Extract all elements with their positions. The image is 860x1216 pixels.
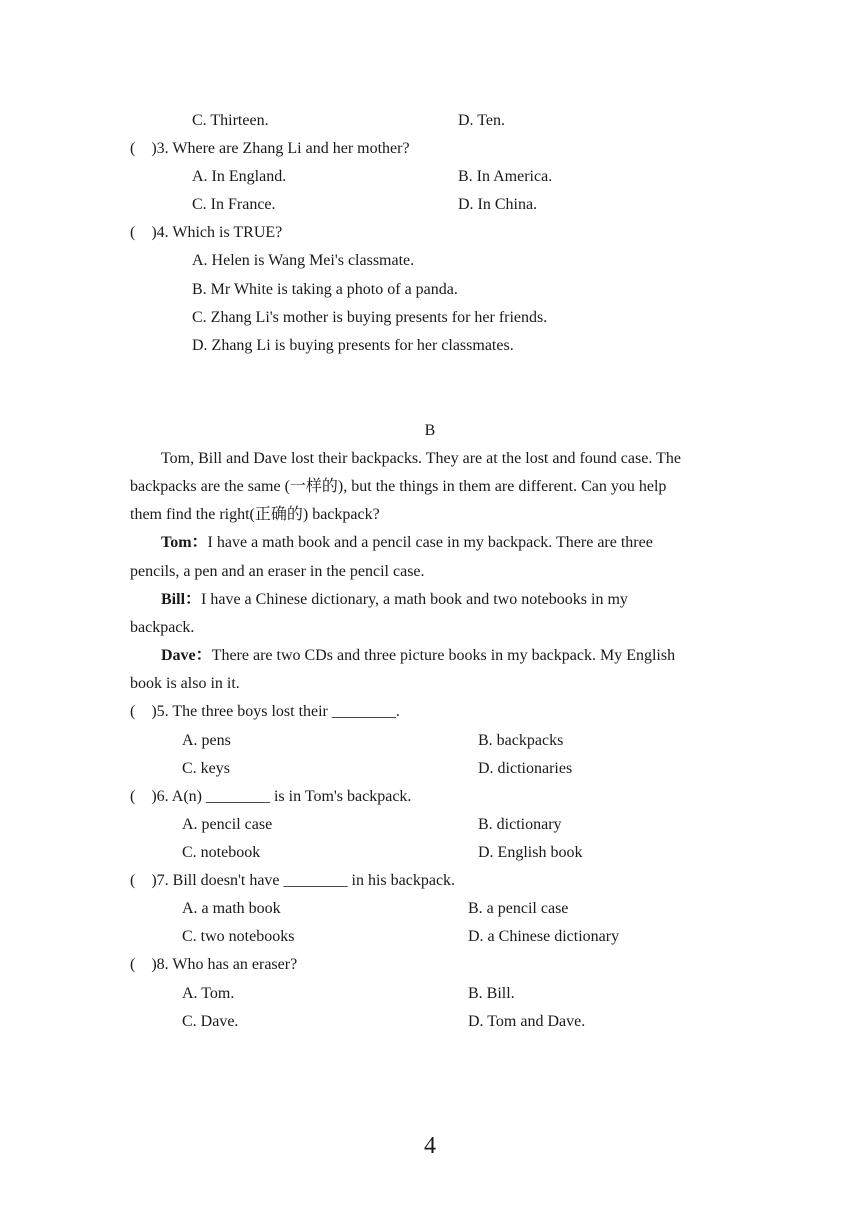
intro-line-2: backpacks are the same (一样的), but the things in them are different. Can you help (130, 478, 667, 495)
option-q4-a: A. Helen is Wang Mei's classmate. (192, 252, 415, 269)
option-q3-b: B. In America. (458, 168, 553, 185)
option-q4-c: C. Zhang Li's mother is buying presents for her friends. (192, 309, 548, 326)
dave-line-1 (161, 646, 675, 666)
question-3: ( )3. Where are Zhang Li and her mother? (130, 140, 410, 157)
option-q6-d: D. English book (478, 844, 583, 861)
bill-line-2: backpack. (130, 619, 195, 636)
option-q6-b: B. dictionary (478, 816, 562, 833)
option-q8-c: C. Dave. (182, 1013, 239, 1030)
option-q5-d: D. dictionaries (478, 760, 573, 777)
option-q8-d: D. Tom and Dave. (468, 1013, 586, 1030)
option-q8-b: B. Bill. (468, 985, 515, 1002)
option-q7-d: D. a Chinese dictionary (468, 928, 620, 945)
option-q7-b: B. a pencil case (468, 900, 569, 917)
tom-line-1 (161, 533, 653, 553)
option-q6-a: A. pencil case (182, 816, 273, 833)
intro-line-1: Tom, Bill and Dave lost their backpacks. They are at the lost and found case. The (161, 450, 681, 467)
option-q5-c: C. keys (182, 760, 230, 777)
section-title: B (424, 422, 436, 439)
option-q3-d: D. In China. (458, 196, 538, 213)
page-number: 4 (424, 1133, 436, 1159)
option-q3-c: C. In France. (192, 196, 276, 213)
option-q2-d: D. Ten. (458, 112, 506, 129)
option-q4-b: B. Mr White is taking a photo of a panda. (192, 281, 458, 298)
option-q7-a: A. a math book (182, 900, 281, 917)
question-5: ( )5. The three boys lost their ________. (130, 703, 400, 720)
question-6: ( )6. A(n) ________ is in Tom's backpack. (130, 788, 412, 805)
option-q2-c: C. Thirteen. (192, 112, 269, 129)
option-q5-b: B. backpacks (478, 732, 564, 749)
speaker-dave: Dave： (161, 647, 212, 664)
option-q6-c: C. notebook (182, 844, 261, 861)
option-q8-a: A. Tom. (182, 985, 235, 1002)
dave-text-1: There are two CDs and three picture books in my backpack. My English (211, 647, 676, 664)
question-4: ( )4. Which is TRUE? (130, 224, 283, 241)
question-8: ( )8. Who has an eraser? (130, 956, 298, 973)
tom-text-1: I have a math book and a pencil case in my backpack. There are three (207, 534, 653, 551)
speaker-tom: Tom： (161, 534, 208, 551)
bill-line-1 (161, 590, 628, 610)
option-q5-a: A. pens (182, 732, 231, 749)
option-q4-d: D. Zhang Li is buying presents for her classmates. (192, 337, 514, 354)
speaker-bill: Bill： (161, 591, 202, 608)
option-q7-c: C. two notebooks (182, 928, 295, 945)
tom-line-2: pencils, a pen and an eraser in the pencil case. (130, 563, 425, 580)
intro-line-3: them find the right(正确的) backpack? (130, 506, 380, 523)
option-q3-a: A. In England. (192, 168, 287, 185)
bill-text-1: I have a Chinese dictionary, a math book and two notebooks in my (201, 591, 628, 608)
dave-line-2: book is also in it. (130, 675, 240, 692)
question-7: ( )7. Bill doesn't have ________ in his backpack. (130, 872, 456, 889)
